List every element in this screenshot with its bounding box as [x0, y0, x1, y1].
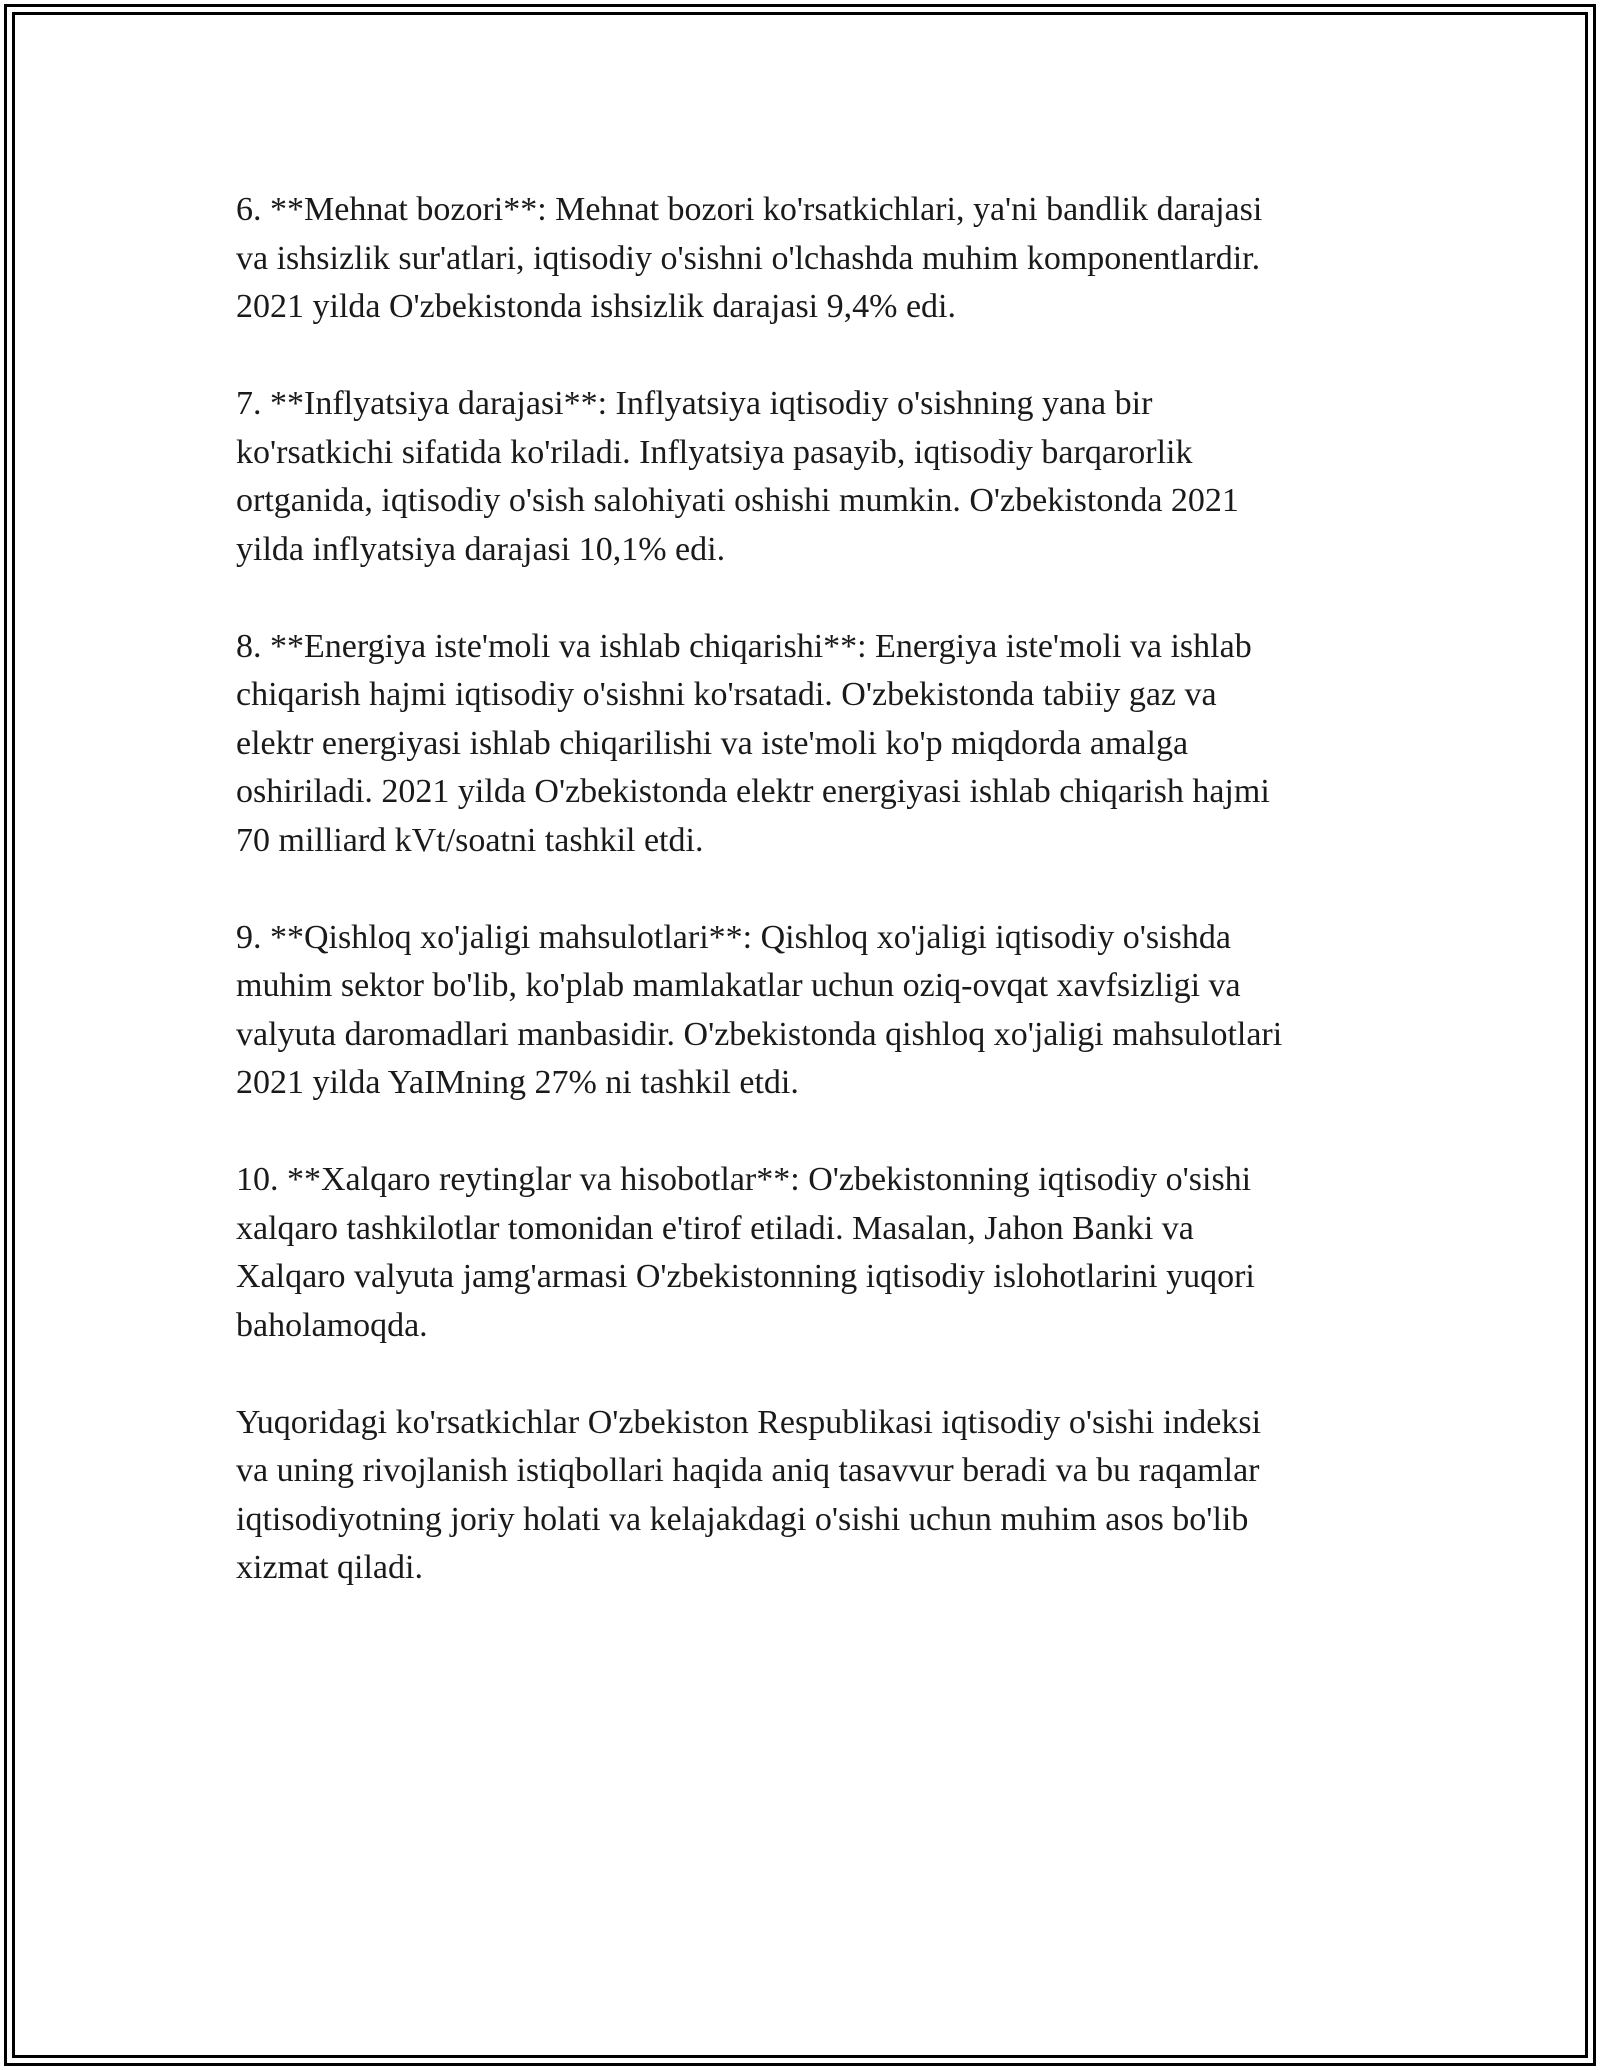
paragraph-conclusion: Yuqoridagi ko'rsatkichlar O'zbekiston Respublikasi iqtisodiy o'sishi indeksi va uning rivojlanish istiqbollari haqida aniq tasavvur beradi va bu raqamlar iqtisodiyotning joriy holati va kelajakdagi o'sishi uchun muhim asos bo'lib xizmat qiladi. [236, 1403, 1262, 1586]
paragraph-labor-market: 6. **Mehnat bozori**: Mehnat bozori ko'rsatkichlari, ya'ni bandlik darajasi va ishsizlik sur'atlari, iqtisodiy o'sishni o'lchashda muhim komponentlardir. 2021 yilda O'zbekistonda ishsizlik darajasi 9,4% edi. [236, 191, 1263, 325]
paragraph-agriculture: 9. **Qishloq xo'jaligi mahsulotlari**: Qishloq xo'jaligi iqtisodiy o'sishda muhim sektor bo'lib, ko'plab mamlakatlar uchun oziq-ovqat xavfsizligi va valyuta daromadlari manbasidir. O'zbekistonda qishloq xo'jaligi mahsulotlari 2021 yilda YaIMning 27% ni tashkil etdi. [236, 918, 1283, 1101]
document-body [236, 186, 1376, 1641]
paragraph-international-ratings: 10. **Xalqaro reytinglar va hisobotlar**: O'zbekistonning iqtisodiy o'sishi xalqaro tashkilotlar tomonidan e'tirof etiladi. Masalan, Jahon Banki va Xalqaro valyuta jamg'armasi O'zbekistonning iqtisodiy islohotlarini yuqori baholamoqda. [236, 1161, 1255, 1344]
paragraph-energy: 8. **Energiya iste'moli va ishlab chiqarishi**: Energiya iste'moli va ishlab chiqarish hajmi iqtisodiy o'sishni ko'rsatadi. O'zbekistonda tabiiy gaz va elektr energiyasi ishlab chiqarilishi va iste'moli ko'p miqdorda amalga oshiriladi. 2021 yilda O'zbekistonda elektr energiyasi ishlab chiqarish hajmi 70 milliard kVt/soatni tashkil etdi. [236, 627, 1270, 859]
paragraph-inflation: 7. **Inflyatsiya darajasi**: Inflyatsiya iqtisodiy o'sishning yana bir ko'rsatkichi sifatida ko'riladi. Inflyatsiya pasayib, iqtisodiy barqarorlik ortganida, iqtisodiy o'sish salohiyati oshishi mumkin. O'zbekistonda 2021 yilda inflyatsiya darajasi 10,1% edi. [236, 385, 1239, 568]
